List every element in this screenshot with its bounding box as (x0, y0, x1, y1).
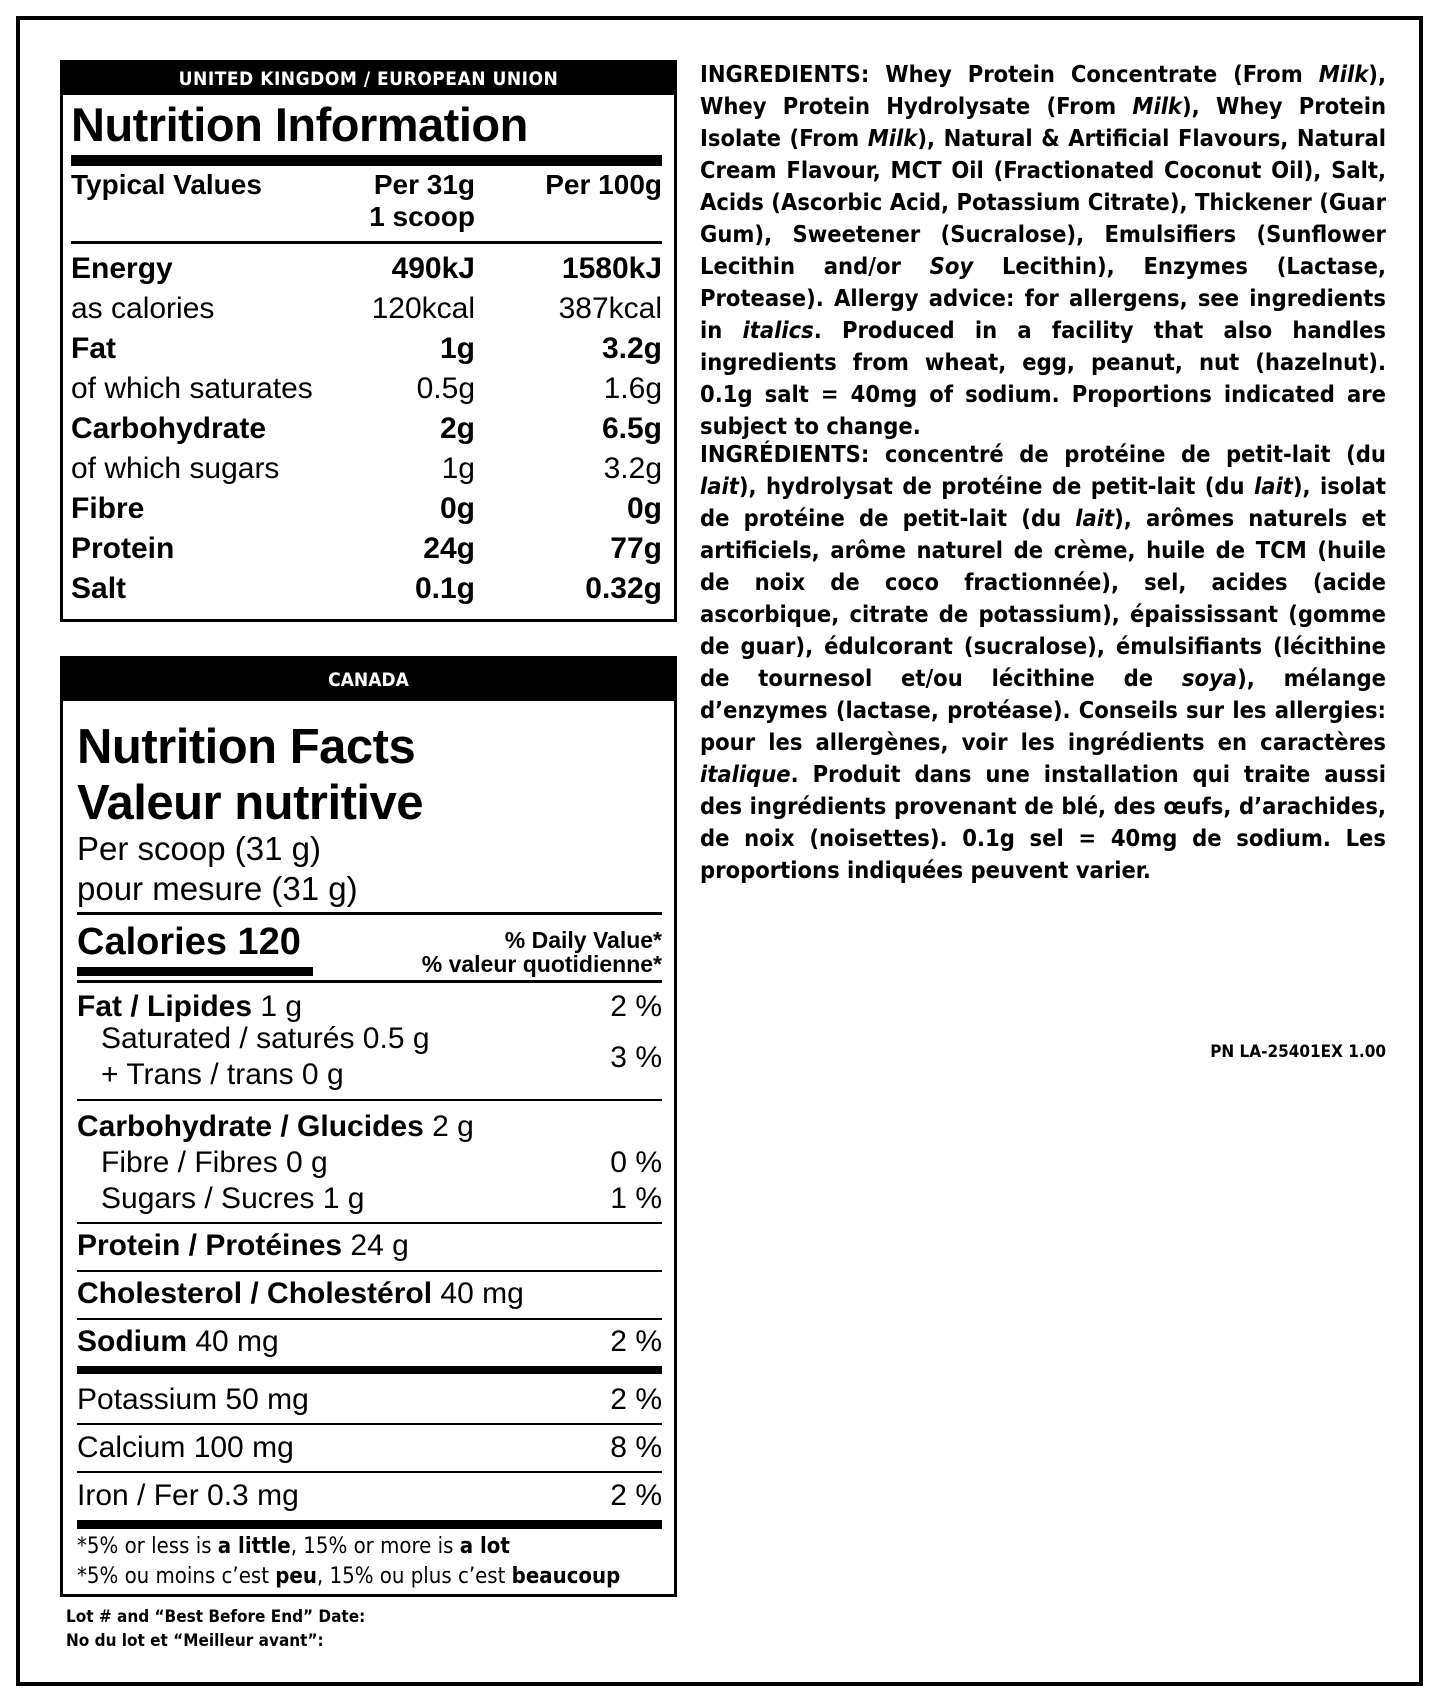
uk-row-per-100g: 0g (626, 492, 662, 525)
canada-fat (77, 989, 302, 1025)
uk-row-label: as calories (71, 292, 215, 325)
uk-col-typical-values: Typical Values (71, 169, 262, 200)
ingredients-text: ), Whey Protein Isolate (From (700, 92, 1387, 152)
ingredients-text: Lecithin), Enzymes (Lactase, Protease). Allergy advice: for allergens, see ingredients in (700, 252, 1386, 344)
uk-panel-title: Nutrition Information (71, 98, 528, 151)
uk-row-per-serving: 1g (439, 332, 475, 365)
canada-title-fr: Valeur nutritive (77, 776, 424, 830)
canada-calories-bar (77, 967, 313, 976)
uk-row-label: Protein (71, 532, 175, 565)
uk-row-label: Salt (71, 572, 127, 605)
uk-row-protein (71, 529, 662, 569)
uk-row-label: Carbohydrate (71, 412, 267, 445)
canada-rule-carbs (77, 1222, 662, 1224)
uk-row-fat (71, 329, 662, 369)
canada-chol-name: Cholesterol / Cholestérol (77, 1277, 433, 1310)
canada-carb-amount: 2 g (432, 1110, 474, 1143)
fn-bold: a lot (459, 1534, 510, 1559)
uk-row-per-serving: 2g (439, 412, 475, 445)
uk-row-per-serving: 0g (439, 492, 475, 525)
canada-rule-iron-thick (77, 1520, 662, 1529)
uk-row-per-100g: 0.32g (585, 572, 662, 605)
ingredients-italic: Milk (867, 124, 918, 152)
ingredients-italic: Milk (1132, 92, 1182, 120)
uk-col-per-100g: Per 100g (545, 169, 662, 200)
uk-row-per-100g: 3.2g (603, 452, 662, 485)
uk-col-per-serving (369, 169, 475, 233)
ingredients-text: ), mélange d’enzymes (lactase, protéase). Conseils sur les allergies: pour les allergènes, voir les ingrédients en caractères (700, 664, 1386, 756)
canada-rule-fat (77, 1099, 662, 1101)
canada-potassium-dv: 2 % (610, 1383, 662, 1416)
canada-rule-potassium (77, 1423, 662, 1425)
uk-row-label: Energy (71, 252, 173, 285)
ingredients-text: ), arômes naturels et artificiels, arôme naturel de crème, huile de TCM (huile de noix de coco fractionnée), sel, acides (acide ascorbique, citrate de potassium), épaississant (gomme de guar), édulcorant (sucralose), émulsifiants (lécithine de tournesol et/ou lécithine de (700, 504, 1386, 692)
ingredients-italic: Milk (1318, 60, 1369, 88)
canada-dv-fr: % valeur quotidienne* (421, 951, 662, 977)
uk-row-per-100g: 6.5g (601, 412, 662, 445)
ingredients-italic: lait (1254, 472, 1293, 500)
part-number: PN LA-25401EX 1.00 (1210, 1042, 1386, 1062)
canada-dv-en: % Daily Value* (504, 927, 662, 953)
uk-region-header: UNITED KINGDOM / EUROPEAN UNION (63, 63, 674, 95)
uk-row-label: Fibre (71, 492, 145, 525)
canada-iron-dv: 2 % (610, 1479, 662, 1512)
ingredients-text: INGRÉDIENTS: concentré de protéine de petit-lait (du (700, 440, 1386, 468)
canada-fat-name: Fat / Lipides (77, 990, 253, 1023)
fn-bold: peu (275, 1564, 317, 1589)
canada-calories: Calories 120 (77, 921, 301, 963)
canada-potassium: Potassium 50 mg (77, 1383, 309, 1416)
ingredients-italic: lait (1075, 504, 1115, 532)
canada-rule-calcium (77, 1471, 662, 1473)
ingredients-text: ), Whey Protein Hydrolysate (From (700, 60, 1386, 120)
canada-rule-protein (77, 1270, 662, 1272)
canada-sodium-dv: 2 % (610, 1325, 662, 1358)
uk-row-per-100g: 1580kJ (561, 252, 662, 285)
lot-best-before-en: Lot # and “Best Before End” Date: (66, 1607, 366, 1627)
canada-rule-calories (77, 980, 662, 983)
canada-fat-dv: 2 % (610, 990, 662, 1023)
canada-calcium: Calcium 100 mg (77, 1431, 294, 1464)
uk-row-sugars (71, 449, 662, 489)
canada-rule-cholesterol (77, 1318, 662, 1320)
canada-protein-amount: 24 g (350, 1229, 409, 1262)
canada-nutrition-panel (60, 656, 677, 1597)
ingredients-text: ), isolat de protéine de petit-lait (du (700, 472, 1386, 532)
canada-carbohydrate (77, 1109, 474, 1145)
uk-thin-rule (71, 241, 662, 244)
ingredients-text: ), hydrolysat de protéine de petit-lait (du (738, 472, 1255, 500)
uk-row-per-100g: 1.6g (603, 372, 662, 405)
uk-row-fibre (71, 489, 662, 529)
uk-row-per-100g: 387kcal (558, 292, 662, 325)
canada-serving-fr: pour mesure (31 g) (77, 870, 358, 907)
uk-row-per-serving: 1g (441, 452, 475, 485)
fn-bold: a little (217, 1534, 291, 1559)
ingredients-text: INGREDIENTS: Whey Protein Concentrate (From (700, 60, 1319, 88)
ingredients-italic: italique (700, 760, 791, 788)
canada-saturated: Saturated / saturés 0.5 g (101, 1022, 430, 1055)
uk-row-calories (71, 289, 662, 329)
uk-row-per-serving: 120kcal (371, 292, 475, 325)
canada-sodium (77, 1324, 279, 1360)
ingredients-text: ), Natural & Artificial Flavours, Natural Cream Flavour, MCT Oil (Fractionated Coconut Oil), Salt, Acids (Ascorbic Acid, Potassium Citrate), Thickener (Guar Gum), Sweetener (Sucralose), Emulsifiers (Sunflower Lecithin and/or (700, 124, 1386, 280)
uk-row-saturates (71, 369, 662, 409)
uk-row-label: of which saturates (71, 372, 313, 405)
canada-calcium-dv: 8 % (610, 1431, 662, 1464)
ingredients-text: . Produit dans une installation qui traite aussi des ingrédients provenant de blé, des œufs, d’arachides, de noix (noisettes). 0.1g sel = 40mg de sodium. Les proportions indiquées peuvent varier. (700, 760, 1386, 884)
uk-row-per-serving: 24g (423, 532, 475, 565)
uk-row-label: of which sugars (71, 452, 280, 485)
uk-row-per-serving: 0.1g (414, 572, 475, 605)
canada-footnote-fr (77, 1562, 620, 1592)
fn-text: , 15% or more is (290, 1534, 460, 1559)
fn-text: , 15% ou plus c’est (316, 1564, 512, 1589)
lot-best-before-fr: No du lot et “Meilleur avant”: (66, 1631, 324, 1651)
ingredients-french (700, 438, 1386, 886)
uk-row-label: Fat (71, 332, 116, 365)
uk-row-per-100g: 3.2g (601, 332, 662, 365)
uk-row-carbohydrate (71, 409, 662, 449)
canada-trans: + Trans / trans 0 g (101, 1058, 344, 1091)
ingredients-italic: Soy (929, 252, 974, 280)
uk-row-per-100g: 77g (610, 532, 662, 565)
uk-row-salt (71, 569, 662, 609)
uk-col-per-serving-line2: 1 scoop (369, 201, 475, 232)
canada-serving-en: Per scoop (31 g) (77, 830, 321, 867)
ingredients-english (700, 58, 1386, 442)
ingredients-italic: soya (1181, 664, 1238, 692)
uk-thick-rule (71, 155, 662, 166)
fn-bold: beaucoup (511, 1564, 621, 1589)
canada-sodium-name: Sodium (77, 1325, 187, 1358)
canada-carb-name: Carbohydrate / Glucides (77, 1110, 424, 1143)
ingredients-italic: lait (700, 472, 739, 500)
canada-sugars: Sugars / Sucres 1 g (101, 1182, 365, 1215)
ingredients-text: . Produced in a facility that also handles ingredients from wheat, egg, peanut, nut (hazelnut). 0.1g salt = 40mg of sodium. Proportions indicated are subject to change. (700, 316, 1386, 440)
fn-text: *5% or less is (77, 1534, 218, 1559)
uk-row-per-serving: 0.5g (416, 372, 475, 405)
uk-row-energy (71, 249, 662, 289)
canada-protein (77, 1228, 409, 1264)
canada-fibre: Fibre / Fibres 0 g (101, 1146, 328, 1179)
fn-text: *5% ou moins c’est (77, 1564, 276, 1589)
uk-col-per-serving-line1: Per 31g (373, 169, 475, 200)
canada-fibre-dv: 0 % (610, 1146, 662, 1179)
canada-rule-serving (77, 912, 662, 915)
canada-sat-trans-dv: 3 % (610, 1041, 662, 1074)
canada-region-header: CANADA (63, 659, 674, 701)
canada-footnote-en (77, 1532, 510, 1562)
canada-iron: Iron / Fer 0.3 mg (77, 1479, 299, 1512)
uk-row-per-serving: 490kJ (391, 252, 475, 285)
canada-protein-name: Protein / Protéines (77, 1229, 343, 1262)
uk-eu-nutrition-panel (60, 60, 677, 622)
ingredients-italic: italics (742, 316, 814, 344)
canada-sugars-dv: 1 % (610, 1182, 662, 1215)
canada-title-en: Nutrition Facts (77, 720, 416, 774)
canada-cholesterol (77, 1276, 524, 1312)
canada-fat-amount: 1 g (260, 990, 303, 1023)
canada-sodium-amount: 40 mg (195, 1325, 279, 1358)
canada-chol-amount: 40 mg (440, 1277, 524, 1310)
canada-rule-sodium-thick (77, 1366, 662, 1374)
